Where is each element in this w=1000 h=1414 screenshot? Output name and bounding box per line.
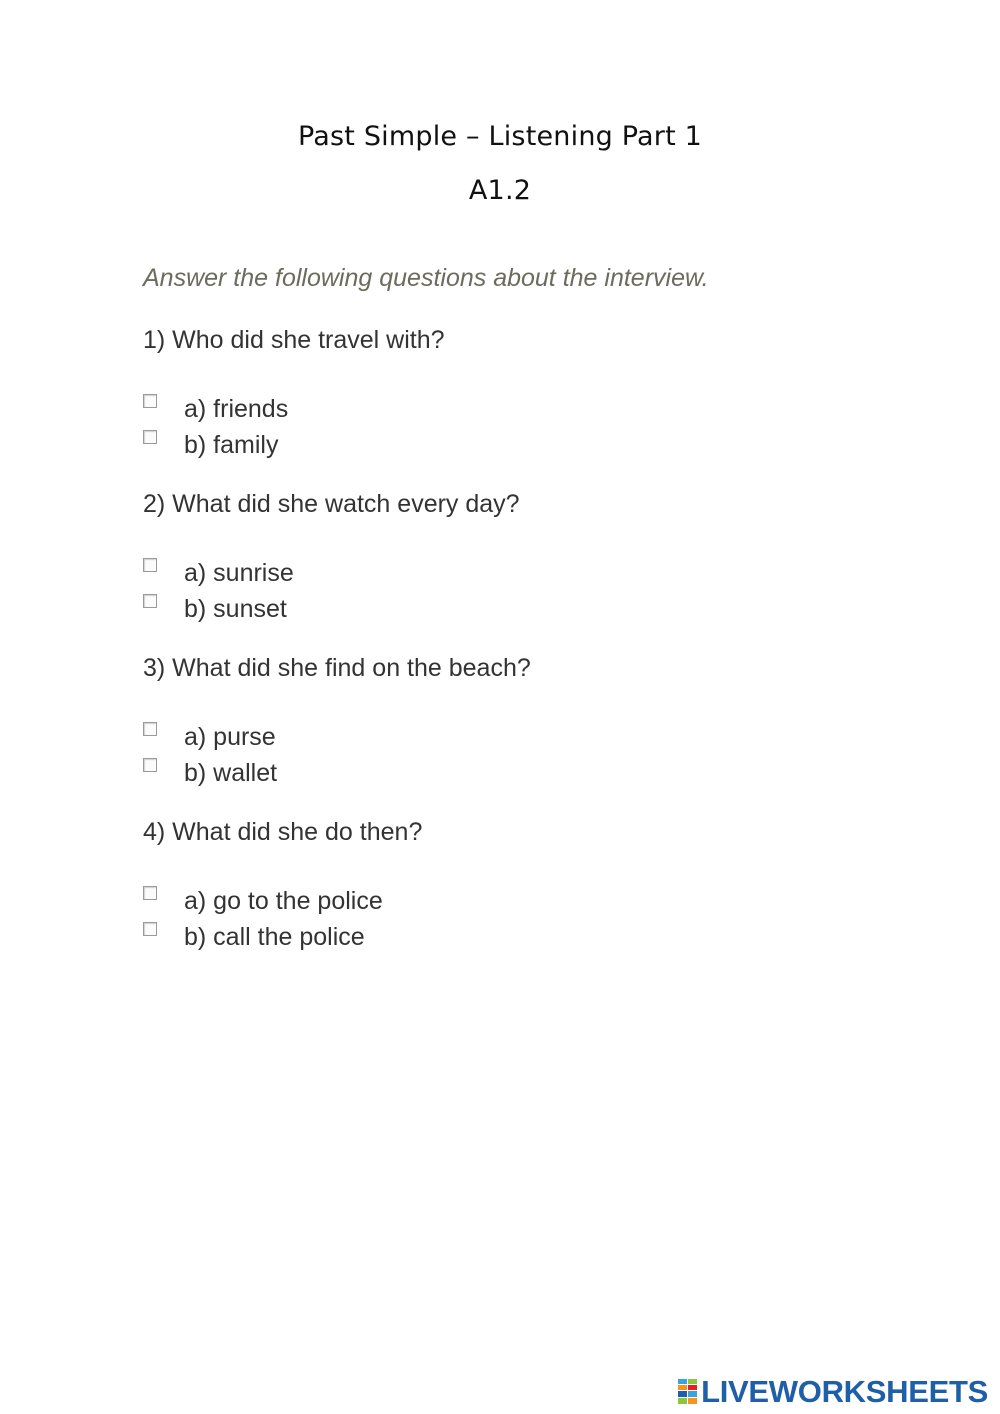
option-4b[interactable] — [143, 921, 365, 953]
option-label: b) sunset — [184, 595, 287, 623]
level-label: A1.2 — [468, 175, 532, 206]
option-label: a) sunrise — [184, 559, 294, 587]
question-2: 2) What did she watch every day? — [143, 490, 520, 518]
checkbox-4a[interactable] — [143, 886, 157, 900]
page-title: Past Simple – Listening Part 1 — [297, 121, 703, 152]
option-3b[interactable] — [143, 757, 277, 789]
option-label: b) wallet — [184, 759, 278, 787]
liveworksheets-logo-icon — [678, 1379, 698, 1405]
instructions-text: Answer the following questions about the interview. — [143, 264, 709, 292]
option-label: a) friends — [184, 395, 289, 423]
question-1: 1) Who did she travel with? — [143, 326, 445, 354]
option-2a[interactable] — [143, 557, 294, 589]
checkbox-4b[interactable] — [143, 922, 157, 936]
logo-wordmark: LIVEWORKSHEETS — [701, 1374, 988, 1409]
checkbox-3a[interactable] — [143, 722, 157, 736]
option-label: a) purse — [184, 723, 276, 751]
option-1b[interactable] — [143, 429, 278, 461]
option-2b[interactable] — [143, 593, 287, 625]
option-label: b) family — [184, 431, 279, 459]
question-4: 4) What did she do then? — [143, 818, 423, 846]
option-4a[interactable] — [143, 885, 383, 917]
option-3a[interactable] — [143, 721, 276, 753]
checkbox-3b[interactable] — [143, 758, 157, 772]
checkbox-1a[interactable] — [143, 394, 157, 408]
option-label: a) go to the police — [184, 887, 383, 915]
option-label: b) call the police — [184, 923, 365, 951]
checkbox-1b[interactable] — [143, 430, 157, 444]
checkbox-2a[interactable] — [143, 558, 157, 572]
liveworksheets-logo — [678, 1374, 988, 1410]
option-1a[interactable] — [143, 393, 288, 425]
question-3: 3) What did she find on the beach? — [143, 654, 531, 682]
checkbox-2b[interactable] — [143, 594, 157, 608]
